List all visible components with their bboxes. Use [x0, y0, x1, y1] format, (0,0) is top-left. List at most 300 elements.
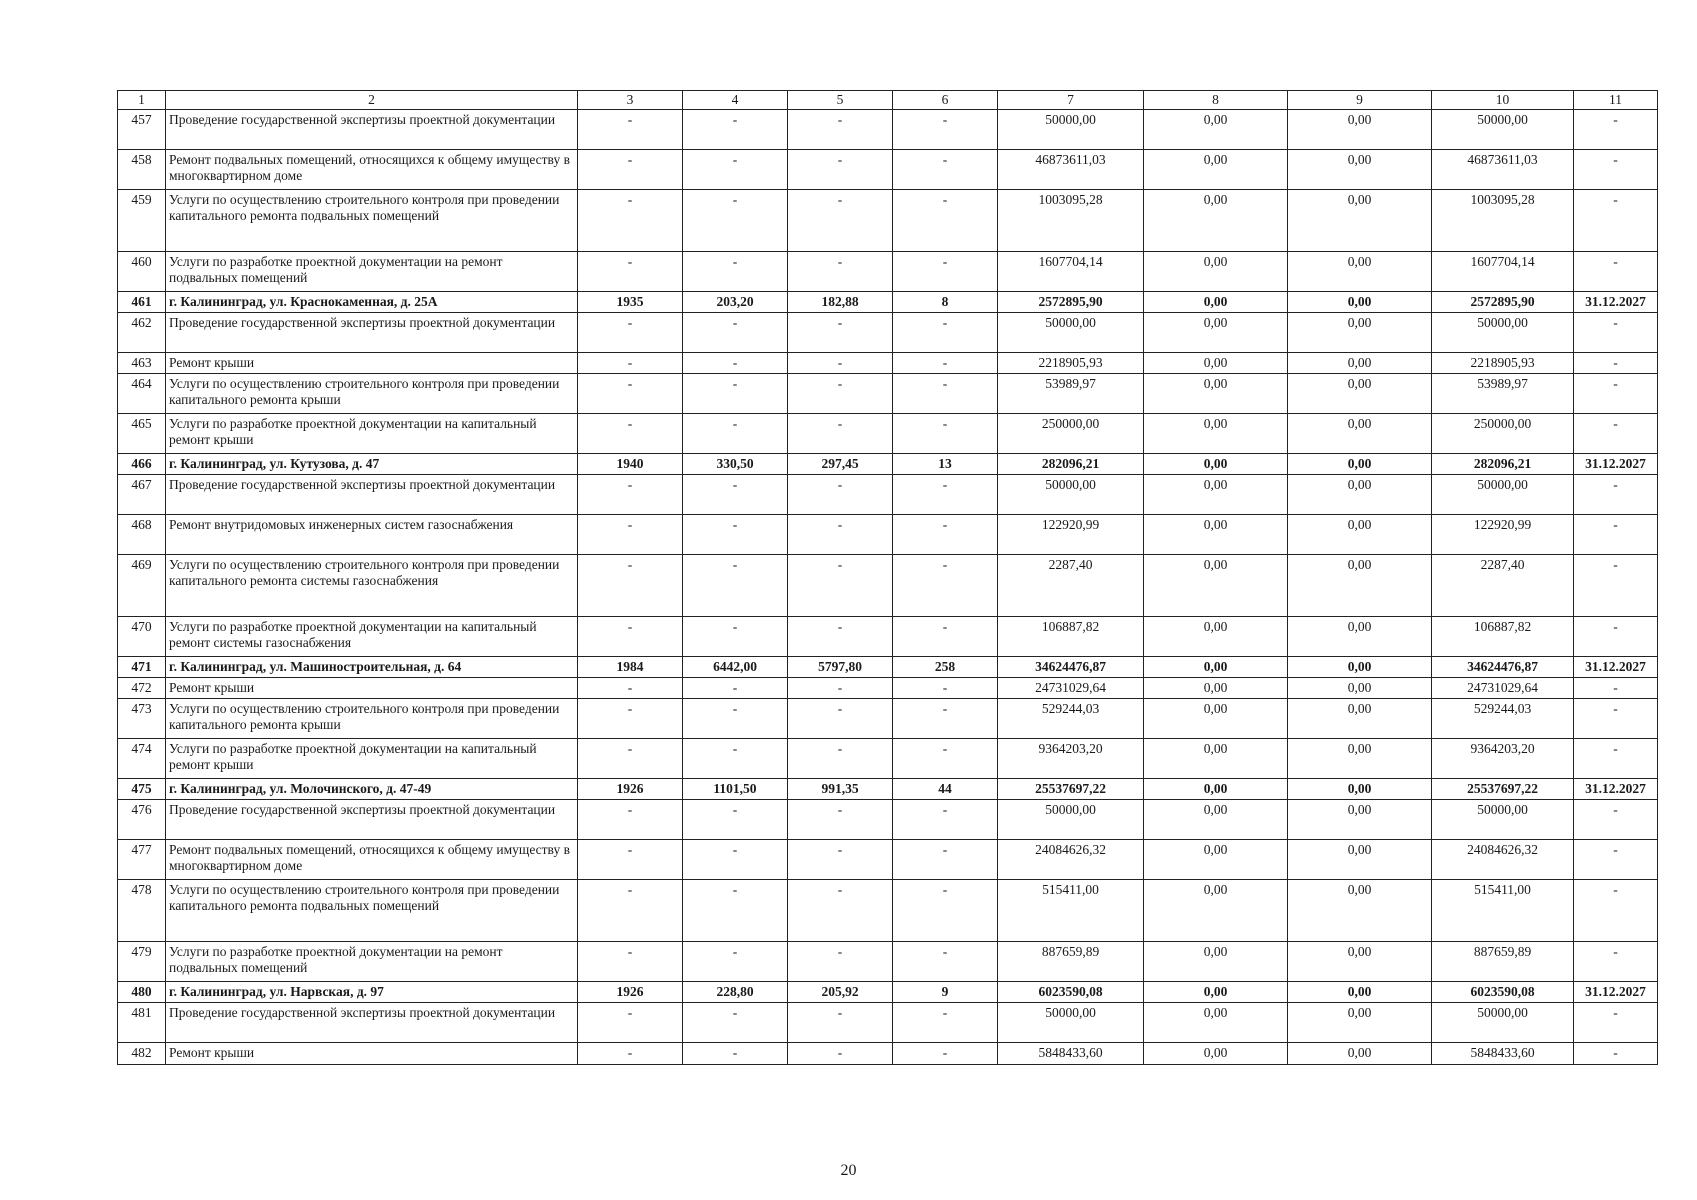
fund-cell: 0,00 [1144, 699, 1288, 739]
owners-funds-cell: 515411,00 [1432, 880, 1574, 942]
owners-funds-cell: 250000,00 [1432, 414, 1574, 454]
living-area-cell: 297,45 [788, 454, 893, 475]
row-number: 459 [118, 190, 166, 252]
owners-funds-cell: 50000,00 [1432, 475, 1574, 515]
total-cost-cell: 53989,97 [998, 374, 1144, 414]
fund-cell: 0,00 [1144, 353, 1288, 374]
row-number: 481 [118, 1003, 166, 1043]
fund-cell: 0,00 [1144, 292, 1288, 313]
row-number: 460 [118, 252, 166, 292]
living-area-cell: - [788, 313, 893, 353]
living-area-cell: - [788, 678, 893, 699]
total-area-cell: - [683, 800, 788, 840]
fund-cell: 0,00 [1144, 678, 1288, 699]
deadline-cell: - [1574, 678, 1658, 699]
row-description: Ремонт крыши [166, 353, 578, 374]
year-cell: - [578, 1043, 683, 1065]
residents-cell: - [893, 840, 998, 880]
budget-cell: 0,00 [1288, 678, 1432, 699]
work-item-row [118, 374, 1658, 414]
fund-cell: 0,00 [1144, 779, 1288, 800]
deadline-cell: - [1574, 414, 1658, 454]
budget-cell: 0,00 [1288, 374, 1432, 414]
row-description: Ремонт подвальных помещений, относящихся к общему имуществу в многоквартирном доме [166, 150, 578, 190]
total-area-cell: 1101,50 [683, 779, 788, 800]
work-item-row [118, 942, 1658, 982]
budget-cell: 0,00 [1288, 475, 1432, 515]
year-cell: 1926 [578, 779, 683, 800]
year-cell: - [578, 374, 683, 414]
fund-cell: 0,00 [1144, 840, 1288, 880]
total-area-cell: - [683, 313, 788, 353]
budget-cell: 0,00 [1288, 779, 1432, 800]
total-cost-cell: 25537697,22 [998, 779, 1144, 800]
fund-cell: 0,00 [1144, 150, 1288, 190]
living-area-cell: 5797,80 [788, 657, 893, 678]
deadline-cell: - [1574, 190, 1658, 252]
total-area-cell: - [683, 150, 788, 190]
deadline-cell: - [1574, 555, 1658, 617]
work-item-row [118, 699, 1658, 739]
total-cost-cell: 24084626,32 [998, 840, 1144, 880]
budget-cell: 0,00 [1288, 699, 1432, 739]
residents-cell: - [893, 1043, 998, 1065]
fund-cell: 0,00 [1144, 190, 1288, 252]
budget-cell: 0,00 [1288, 1003, 1432, 1043]
fund-cell: 0,00 [1144, 374, 1288, 414]
work-item-row [118, 414, 1658, 454]
work-item-row [118, 110, 1658, 150]
row-number: 467 [118, 475, 166, 515]
fund-cell: 0,00 [1144, 982, 1288, 1003]
budget-cell: 0,00 [1288, 739, 1432, 779]
year-cell: - [578, 252, 683, 292]
deadline-cell: - [1574, 942, 1658, 982]
row-description: Услуги по разработке проектной документации на капитальный ремонт крыши [166, 414, 578, 454]
total-area-cell: - [683, 374, 788, 414]
living-area-cell: - [788, 475, 893, 515]
row-description: Услуги по осуществлению строительного контроля при проведении капитального ремонта подвальных помещений [166, 190, 578, 252]
year-cell: 1984 [578, 657, 683, 678]
living-area-cell: 991,35 [788, 779, 893, 800]
deadline-cell: 31.12.2027 [1574, 779, 1658, 800]
total-cost-cell: 50000,00 [998, 475, 1144, 515]
total-area-cell: - [683, 190, 788, 252]
living-area-cell: - [788, 190, 893, 252]
work-item-row [118, 1003, 1658, 1043]
residents-cell: - [893, 110, 998, 150]
owners-funds-cell: 9364203,20 [1432, 739, 1574, 779]
row-description: г. Калининград, ул. Краснокаменная, д. 25А [166, 292, 578, 313]
deadline-cell: - [1574, 374, 1658, 414]
total-area-cell: - [683, 739, 788, 779]
residents-cell: - [893, 555, 998, 617]
total-area-cell: 6442,00 [683, 657, 788, 678]
residents-cell: - [893, 617, 998, 657]
year-cell: - [578, 110, 683, 150]
total-cost-cell: 50000,00 [998, 313, 1144, 353]
owners-funds-cell: 25537697,22 [1432, 779, 1574, 800]
budget-cell: 0,00 [1288, 840, 1432, 880]
column-header: 7 [998, 91, 1144, 110]
capital-repair-table [117, 90, 1658, 1065]
deadline-cell: 31.12.2027 [1574, 982, 1658, 1003]
total-area-cell: - [683, 1003, 788, 1043]
year-cell: - [578, 515, 683, 555]
row-description: Услуги по разработке проектной документации на капитальный ремонт крыши [166, 739, 578, 779]
residents-cell: - [893, 699, 998, 739]
fund-cell: 0,00 [1144, 110, 1288, 150]
row-description: Услуги по разработке проектной документации на капитальный ремонт системы газоснабжения [166, 617, 578, 657]
total-area-cell: - [683, 699, 788, 739]
residents-cell: - [893, 1003, 998, 1043]
budget-cell: 0,00 [1288, 454, 1432, 475]
year-cell: - [578, 555, 683, 617]
work-item-row [118, 252, 1658, 292]
residents-cell: 44 [893, 779, 998, 800]
work-item-row [118, 313, 1658, 353]
row-number: 469 [118, 555, 166, 617]
work-item-row [118, 353, 1658, 374]
fund-cell: 0,00 [1144, 880, 1288, 942]
row-number: 461 [118, 292, 166, 313]
column-number-header-row [118, 91, 1658, 110]
owners-funds-cell: 2287,40 [1432, 555, 1574, 617]
work-item-row [118, 840, 1658, 880]
column-header: 6 [893, 91, 998, 110]
deadline-cell: 31.12.2027 [1574, 657, 1658, 678]
row-description: г. Калининград, ул. Молочинского, д. 47-49 [166, 779, 578, 800]
living-area-cell: - [788, 374, 893, 414]
living-area-cell: - [788, 699, 893, 739]
living-area-cell: - [788, 515, 893, 555]
residents-cell: - [893, 678, 998, 699]
fund-cell: 0,00 [1144, 657, 1288, 678]
column-header: 10 [1432, 91, 1574, 110]
column-header: 1 [118, 91, 166, 110]
total-cost-cell: 9364203,20 [998, 739, 1144, 779]
total-area-cell: - [683, 880, 788, 942]
work-item-row [118, 678, 1658, 699]
deadline-cell: 31.12.2027 [1574, 454, 1658, 475]
year-cell: 1926 [578, 982, 683, 1003]
row-number: 482 [118, 1043, 166, 1065]
budget-cell: 0,00 [1288, 190, 1432, 252]
owners-funds-cell: 2572895,90 [1432, 292, 1574, 313]
year-cell: - [578, 313, 683, 353]
owners-funds-cell: 1607704,14 [1432, 252, 1574, 292]
row-number: 470 [118, 617, 166, 657]
year-cell: - [578, 739, 683, 779]
row-number: 457 [118, 110, 166, 150]
total-cost-cell: 24731029,64 [998, 678, 1144, 699]
row-description: г. Калининград, ул. Нарвская, д. 97 [166, 982, 578, 1003]
total-cost-cell: 50000,00 [998, 110, 1144, 150]
budget-cell: 0,00 [1288, 1043, 1432, 1065]
column-header: 5 [788, 91, 893, 110]
residents-cell: - [893, 880, 998, 942]
row-description: Услуги по разработке проектной документации на ремонт подвальных помещений [166, 252, 578, 292]
year-cell: - [578, 150, 683, 190]
year-cell: - [578, 678, 683, 699]
total-cost-cell: 282096,21 [998, 454, 1144, 475]
owners-funds-cell: 6023590,08 [1432, 982, 1574, 1003]
row-number: 475 [118, 779, 166, 800]
total-area-cell: - [683, 617, 788, 657]
row-number: 463 [118, 353, 166, 374]
total-area-cell: - [683, 353, 788, 374]
residents-cell: 13 [893, 454, 998, 475]
total-area-cell: - [683, 1043, 788, 1065]
table-body [118, 91, 1658, 1065]
work-item-row [118, 150, 1658, 190]
residents-cell: - [893, 313, 998, 353]
year-cell: - [578, 414, 683, 454]
row-number: 471 [118, 657, 166, 678]
row-description: Услуги по осуществлению строительного контроля при проведении капитального ремонта крыши [166, 374, 578, 414]
budget-cell: 0,00 [1288, 555, 1432, 617]
deadline-cell: - [1574, 353, 1658, 374]
address-row [118, 982, 1658, 1003]
deadline-cell: - [1574, 739, 1658, 779]
row-description: Услуги по разработке проектной документации на ремонт подвальных помещений [166, 942, 578, 982]
column-header: 2 [166, 91, 578, 110]
row-description: Услуги по осуществлению строительного контроля при проведении капитального ремонта крыши [166, 699, 578, 739]
owners-funds-cell: 50000,00 [1432, 110, 1574, 150]
address-row [118, 657, 1658, 678]
budget-cell: 0,00 [1288, 982, 1432, 1003]
living-area-cell: 182,88 [788, 292, 893, 313]
year-cell: - [578, 942, 683, 982]
year-cell: - [578, 617, 683, 657]
budget-cell: 0,00 [1288, 800, 1432, 840]
year-cell: - [578, 1003, 683, 1043]
total-cost-cell: 50000,00 [998, 800, 1144, 840]
residents-cell: - [893, 942, 998, 982]
residents-cell: 258 [893, 657, 998, 678]
deadline-cell: - [1574, 617, 1658, 657]
fund-cell: 0,00 [1144, 1003, 1288, 1043]
residents-cell: - [893, 353, 998, 374]
row-number: 466 [118, 454, 166, 475]
fund-cell: 0,00 [1144, 555, 1288, 617]
residents-cell: - [893, 475, 998, 515]
row-number: 472 [118, 678, 166, 699]
row-description: Ремонт крыши [166, 678, 578, 699]
fund-cell: 0,00 [1144, 942, 1288, 982]
budget-cell: 0,00 [1288, 942, 1432, 982]
owners-funds-cell: 5848433,60 [1432, 1043, 1574, 1065]
living-area-cell: - [788, 739, 893, 779]
row-description: Ремонт крыши [166, 1043, 578, 1065]
row-description: Услуги по осуществлению строительного контроля при проведении капитального ремонта системы газоснабжения [166, 555, 578, 617]
deadline-cell: - [1574, 840, 1658, 880]
budget-cell: 0,00 [1288, 292, 1432, 313]
row-description: Проведение государственной экспертизы проектной документации [166, 475, 578, 515]
row-description: г. Калининград, ул. Кутузова, д. 47 [166, 454, 578, 475]
owners-funds-cell: 24731029,64 [1432, 678, 1574, 699]
residents-cell: - [893, 515, 998, 555]
residents-cell: - [893, 150, 998, 190]
fund-cell: 0,00 [1144, 1043, 1288, 1065]
work-item-row [118, 190, 1658, 252]
total-area-cell: - [683, 475, 788, 515]
deadline-cell: - [1574, 110, 1658, 150]
owners-funds-cell: 46873611,03 [1432, 150, 1574, 190]
address-row [118, 454, 1658, 475]
total-area-cell: - [683, 252, 788, 292]
row-description: г. Калининград, ул. Машиностроительная, д. 64 [166, 657, 578, 678]
total-area-cell: - [683, 942, 788, 982]
total-cost-cell: 46873611,03 [998, 150, 1144, 190]
fund-cell: 0,00 [1144, 414, 1288, 454]
budget-cell: 0,00 [1288, 252, 1432, 292]
total-area-cell: 330,50 [683, 454, 788, 475]
total-area-cell: - [683, 678, 788, 699]
owners-funds-cell: 529244,03 [1432, 699, 1574, 739]
row-number: 474 [118, 739, 166, 779]
deadline-cell: - [1574, 475, 1658, 515]
total-cost-cell: 2218905,93 [998, 353, 1144, 374]
owners-funds-cell: 50000,00 [1432, 1003, 1574, 1043]
column-header: 3 [578, 91, 683, 110]
work-item-row [118, 515, 1658, 555]
document-sheet [117, 90, 1657, 1065]
row-number: 464 [118, 374, 166, 414]
budget-cell: 0,00 [1288, 880, 1432, 942]
budget-cell: 0,00 [1288, 150, 1432, 190]
work-item-row [118, 555, 1658, 617]
owners-funds-cell: 53989,97 [1432, 374, 1574, 414]
deadline-cell: - [1574, 313, 1658, 353]
living-area-cell: - [788, 1043, 893, 1065]
living-area-cell: - [788, 150, 893, 190]
fund-cell: 0,00 [1144, 475, 1288, 515]
column-header: 11 [1574, 91, 1658, 110]
deadline-cell: 31.12.2027 [1574, 292, 1658, 313]
living-area-cell: 205,92 [788, 982, 893, 1003]
total-area-cell: - [683, 414, 788, 454]
year-cell: 1940 [578, 454, 683, 475]
row-number: 479 [118, 942, 166, 982]
residents-cell: - [893, 190, 998, 252]
owners-funds-cell: 2218905,93 [1432, 353, 1574, 374]
living-area-cell: - [788, 110, 893, 150]
residents-cell: 9 [893, 982, 998, 1003]
total-cost-cell: 122920,99 [998, 515, 1144, 555]
row-number: 468 [118, 515, 166, 555]
year-cell: 1935 [578, 292, 683, 313]
deadline-cell: - [1574, 699, 1658, 739]
row-number: 458 [118, 150, 166, 190]
living-area-cell: - [788, 1003, 893, 1043]
residents-cell: - [893, 252, 998, 292]
year-cell: - [578, 880, 683, 942]
fund-cell: 0,00 [1144, 617, 1288, 657]
address-row [118, 292, 1658, 313]
total-area-cell: 203,20 [683, 292, 788, 313]
row-number: 473 [118, 699, 166, 739]
address-row [118, 779, 1658, 800]
total-cost-cell: 6023590,08 [998, 982, 1144, 1003]
total-area-cell: - [683, 840, 788, 880]
year-cell: - [578, 190, 683, 252]
living-area-cell: - [788, 942, 893, 982]
budget-cell: 0,00 [1288, 110, 1432, 150]
total-area-cell: 228,80 [683, 982, 788, 1003]
fund-cell: 0,00 [1144, 454, 1288, 475]
budget-cell: 0,00 [1288, 353, 1432, 374]
column-header: 4 [683, 91, 788, 110]
row-description: Проведение государственной экспертизы проектной документации [166, 313, 578, 353]
residents-cell: - [893, 800, 998, 840]
total-cost-cell: 1607704,14 [998, 252, 1144, 292]
total-cost-cell: 887659,89 [998, 942, 1144, 982]
budget-cell: 0,00 [1288, 313, 1432, 353]
residents-cell: - [893, 739, 998, 779]
year-cell: - [578, 475, 683, 515]
row-number: 462 [118, 313, 166, 353]
row-number: 476 [118, 800, 166, 840]
residents-cell: - [893, 374, 998, 414]
living-area-cell: - [788, 800, 893, 840]
total-cost-cell: 2287,40 [998, 555, 1144, 617]
column-header: 8 [1144, 91, 1288, 110]
total-area-cell: - [683, 555, 788, 617]
page-number: 20 [840, 1162, 857, 1179]
living-area-cell: - [788, 617, 893, 657]
fund-cell: 0,00 [1144, 515, 1288, 555]
owners-funds-cell: 122920,99 [1432, 515, 1574, 555]
year-cell: - [578, 699, 683, 739]
owners-funds-cell: 24084626,32 [1432, 840, 1574, 880]
total-cost-cell: 106887,82 [998, 617, 1144, 657]
work-item-row [118, 800, 1658, 840]
total-cost-cell: 2572895,90 [998, 292, 1144, 313]
row-number: 477 [118, 840, 166, 880]
total-area-cell: - [683, 110, 788, 150]
owners-funds-cell: 106887,82 [1432, 617, 1574, 657]
budget-cell: 0,00 [1288, 414, 1432, 454]
owners-funds-cell: 1003095,28 [1432, 190, 1574, 252]
owners-funds-cell: 282096,21 [1432, 454, 1574, 475]
residents-cell: - [893, 414, 998, 454]
owners-funds-cell: 50000,00 [1432, 313, 1574, 353]
work-item-row [118, 617, 1658, 657]
deadline-cell: - [1574, 800, 1658, 840]
row-description: Услуги по осуществлению строительного контроля при проведении капитального ремонта подвальных помещений [166, 880, 578, 942]
row-number: 480 [118, 982, 166, 1003]
fund-cell: 0,00 [1144, 739, 1288, 779]
owners-funds-cell: 887659,89 [1432, 942, 1574, 982]
fund-cell: 0,00 [1144, 800, 1288, 840]
work-item-row [118, 1043, 1658, 1065]
living-area-cell: - [788, 840, 893, 880]
total-cost-cell: 250000,00 [998, 414, 1144, 454]
work-item-row [118, 739, 1658, 779]
row-description: Ремонт внутридомовых инженерных систем газоснабжения [166, 515, 578, 555]
deadline-cell: - [1574, 252, 1658, 292]
row-description: Проведение государственной экспертизы проектной документации [166, 1003, 578, 1043]
year-cell: - [578, 800, 683, 840]
owners-funds-cell: 50000,00 [1432, 800, 1574, 840]
living-area-cell: - [788, 880, 893, 942]
deadline-cell: - [1574, 1043, 1658, 1065]
fund-cell: 0,00 [1144, 252, 1288, 292]
row-number: 465 [118, 414, 166, 454]
work-item-row [118, 880, 1658, 942]
living-area-cell: - [788, 353, 893, 374]
